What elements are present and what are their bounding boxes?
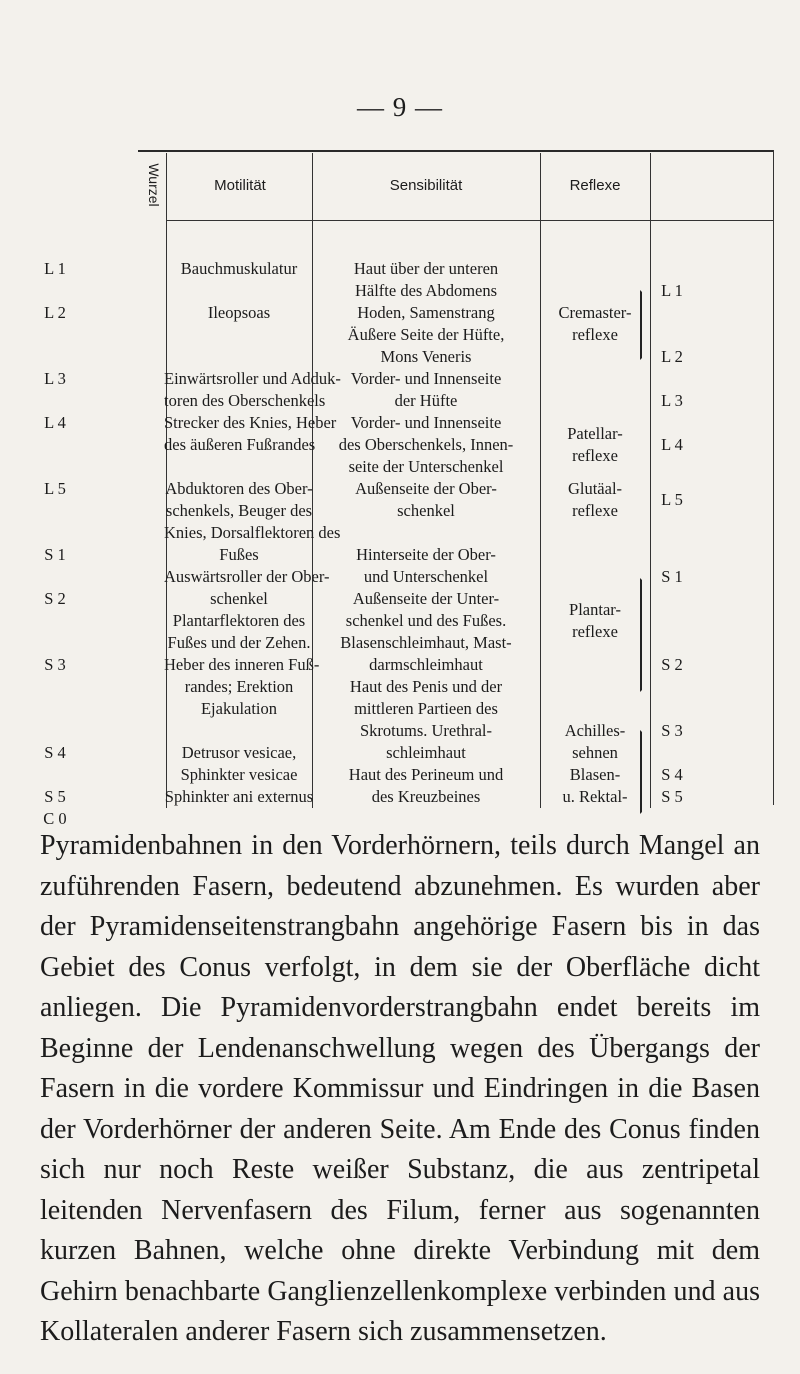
motilitaet-line: Auswärtsroller der Ober- — [164, 567, 330, 586]
sensibilitaet-line: Vorder- und Innenseite — [350, 413, 502, 432]
segment-left: L 5 — [44, 479, 66, 498]
segment-right: L 1 — [661, 281, 683, 300]
brace-icon — [640, 578, 648, 692]
segment-left: S 1 — [44, 545, 66, 564]
segment-right: L 4 — [661, 435, 683, 454]
segment-left: L 2 — [44, 303, 66, 322]
motilitaet-line: Ileopsoas — [207, 303, 271, 322]
motilitaet-line: Abduktoren des Ober- — [165, 479, 313, 498]
brace-icon — [640, 730, 648, 814]
motilitaet-line: schenkel — [210, 589, 268, 608]
sensibilitaet-line: Hinterseite der Ober- — [356, 545, 496, 564]
motilitaet-line: Detrusor vesicae, — [181, 743, 297, 762]
motilitaet-line: Fußes — [219, 545, 259, 564]
reflexe-line: Patellar- — [567, 424, 623, 443]
segment-left: L 4 — [44, 413, 66, 432]
motilitaet-line: Knies, Dorsalflektoren des — [164, 523, 341, 542]
sensibilitaet-line: Mons Veneris — [380, 347, 472, 366]
reflexe-line: u. Rektal- — [562, 787, 628, 806]
header-motilitaet: Motilität — [214, 177, 266, 194]
reflexe-line: Plantar- — [569, 600, 621, 619]
reflexe-line: reflexe — [572, 501, 618, 520]
motilitaet-line: Sphinkter ani externus — [164, 787, 314, 806]
page-number: — 9 — — [357, 92, 443, 122]
sensibilitaet-line: schenkel — [397, 501, 455, 520]
segment-left: L 1 — [44, 259, 66, 278]
segment-right: L 5 — [661, 490, 683, 509]
reflexe-line: Cremaster- — [558, 303, 632, 322]
sensibilitaet-line: Hoden, Samenstrang — [357, 303, 495, 322]
sensibilitaet-line: Haut des Penis und der — [349, 677, 503, 696]
motilitaet-line: Einwärtsroller und Adduk- — [164, 369, 341, 388]
segment-left: L 3 — [44, 369, 66, 388]
motilitaet-line: Sphinkter vesicae — [180, 765, 298, 784]
motilitaet-line: randes; Erektion — [184, 677, 294, 696]
motilitaet-line: toren des Oberschenkels — [164, 391, 326, 410]
motilitaet-line: Plantarflektoren des — [172, 611, 306, 630]
reflexe-line: Blasen- — [569, 765, 621, 784]
reflexe-line: reflexe — [572, 622, 618, 641]
sensibilitaet-line: und Unterschenkel — [363, 567, 489, 586]
column-divider — [773, 150, 774, 805]
motilitaet-line: Heber des inneren Fuß- — [164, 655, 320, 674]
sensibilitaet-line: Haut des Perineum und — [348, 765, 504, 784]
segment-right: S 4 — [661, 765, 683, 784]
segment-right: S 1 — [661, 567, 683, 586]
sensibilitaet-line: Haut über der unteren — [353, 259, 499, 278]
motilitaet-line: schenkels, Beuger des — [165, 501, 313, 520]
sensibilitaet-line: Hälfte des Abdomens — [354, 281, 498, 300]
sensibilitaet-line: schenkel und des Fußes. — [345, 611, 507, 630]
sensibilitaet-line: Blasenschleimhaut, Mast- — [340, 633, 512, 652]
segment-right: S 2 — [661, 655, 683, 674]
segment-left: S 3 — [44, 655, 66, 674]
header-wurzel: Wurzel — [146, 163, 162, 207]
sensibilitaet-line: der Hüfte — [394, 391, 458, 410]
sensibilitaet-line: mittleren Partieen des — [354, 699, 498, 718]
table-top-rule — [138, 150, 773, 152]
segment-right: S 5 — [661, 787, 683, 806]
motilitaet-line: Fußes und der Zehen. — [167, 633, 311, 652]
sensibilitaet-line: Außenseite der Ober- — [355, 479, 497, 498]
sensibilitaet-line: des Kreuzbeines — [371, 787, 481, 806]
reflexe-line: reflexe — [572, 325, 618, 344]
motilitaet-line: Ejakulation — [200, 699, 278, 718]
segment-left: C 0 — [43, 809, 67, 828]
motilitaet-line: Strecker des Knies, Heber — [164, 413, 337, 432]
sensibilitaet-line: Skrotums. Urethral- — [360, 721, 492, 740]
segment-right: L 2 — [661, 347, 683, 366]
segment-right: S 3 — [661, 721, 683, 740]
sensibilitaet-line: Außenseite der Unter- — [352, 589, 500, 608]
column-divider — [650, 153, 651, 808]
header-rule — [166, 220, 773, 221]
body-paragraph: Pyramidenbahnen in den Vorderhörnern, teils durch Mangel an zuführenden Fasern, bedeutend abzunehmen. Es wurden aber der Pyramidenseitenstrangbahn angehörige Fasern bis in das Gebiet des Conus verfolgt, in dem sie der Oberfläche dicht anliegen. Die Pyramidenvorderstrangbahn endet bereits im Beginne der Lendenanschwellung wegen des Übergangs der Fasern in die vordere Kommissur und Eindringen in die Basen der Vorderhörner der anderen Seite. Am Ende des Conus finden sich nur noch Reste weißer Substanz, die aus zentripetal leitenden Nervenfasern des Filum, ferner aus sogenannten kurzen Bahnen, welche ohne direkte Verbindung mit dem Gehirn benachbarte Ganglienzellenkomplexe verbinden und aus Kollateralen anderer Fasern sich zusammensetzen. — [40, 830, 760, 1347]
segment-left: S 4 — [44, 743, 66, 762]
sensibilitaet-line: schleimhaut — [386, 743, 466, 762]
motilitaet-line: Bauchmuskulatur — [180, 259, 298, 278]
reflexe-line: Achilles- — [564, 721, 626, 740]
brace-icon — [640, 290, 648, 360]
header-reflexe: Reflexe — [569, 177, 621, 194]
sensibilitaet-line: seite der Unterschenkel — [348, 457, 504, 476]
sensibilitaet-line: des Oberschenkels, Innen- — [338, 435, 514, 454]
segment-right: L 3 — [661, 391, 683, 410]
reflexe-line: reflexe — [572, 446, 618, 465]
header-sensibilitaet: Sensibilität — [389, 177, 463, 194]
sensibilitaet-line: darmschleimhaut — [369, 655, 483, 674]
motilitaet-line: des äußeren Fußrandes — [164, 435, 316, 454]
segment-left: S 5 — [44, 787, 66, 806]
sensibilitaet-line: Vorder- und Innenseite — [350, 369, 502, 388]
segment-left: S 2 — [44, 589, 66, 608]
reflexe-line: Glutäal- — [567, 479, 623, 498]
sensibilitaet-line: Äußere Seite der Hüfte, — [347, 325, 505, 344]
reflexe-line: sehnen — [572, 743, 618, 762]
